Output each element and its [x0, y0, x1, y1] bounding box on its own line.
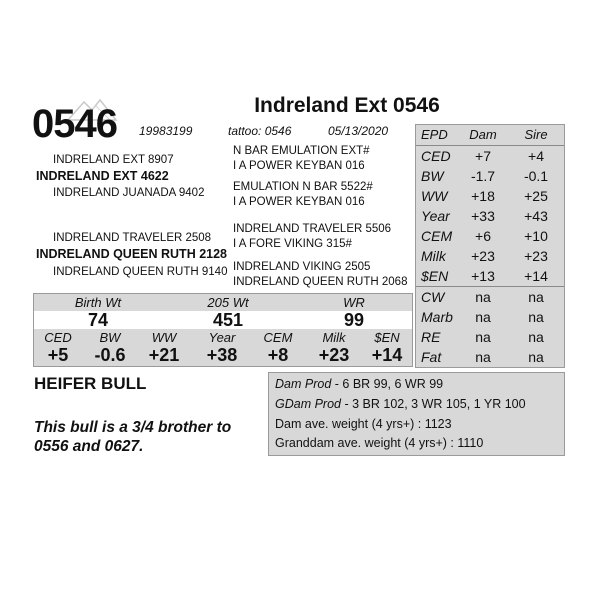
pedigree-sire-sire: INDRELAND EXT 8907 [53, 154, 174, 166]
lot-number: 0546 [32, 102, 117, 146]
epd-row-ced [416, 146, 564, 166]
epd-sire-value: na [528, 309, 544, 325]
epd-row-ww [416, 186, 564, 206]
epd-sire-value: +23 [524, 248, 548, 264]
calf-epd-label: Milk [322, 330, 346, 345]
epd-sire-value: +14 [524, 268, 548, 284]
epd-sire-value: na [528, 329, 544, 345]
pedigree-sire-dam: INDRELAND JUANADA 9402 [53, 187, 205, 199]
epd-row-label: CW [421, 289, 445, 305]
epd-row-marb [416, 307, 564, 327]
animal-title: Indreland Ext 0546 [254, 94, 440, 117]
epd-dam-value: +33 [471, 208, 495, 224]
calf-epd-label: CED [44, 330, 72, 345]
epd-dam-value: +13 [471, 268, 495, 284]
epd-row-en [416, 266, 564, 286]
epd-row-label: RE [421, 329, 441, 345]
birth-date: 05/13/2020 [328, 124, 389, 138]
epd-dam-value: +6 [475, 228, 491, 244]
epd-dam-value: na [475, 309, 491, 325]
epd-sire-value: na [528, 289, 544, 305]
epd-dam-value: +18 [471, 188, 495, 204]
epd-row-label: Marb [421, 309, 453, 325]
granddam-production [275, 396, 526, 412]
perf-value-205-wt: 451 [212, 310, 244, 330]
epd-sire-value: +43 [524, 208, 548, 224]
pedigree-dd-dam: INDRELAND QUEEN RUTH 2068 [233, 276, 408, 288]
perf-value-wr: 99 [343, 310, 365, 330]
calf-epd-value: +5 [47, 345, 69, 365]
epd-row-cw [416, 287, 564, 307]
epd-header-sire: Sire [524, 127, 548, 142]
calf-epd-label: Year [208, 330, 236, 345]
lot-note: This bull is a 3/4 brother to 0556 and 0627. [34, 419, 232, 455]
epd-row-label: $EN [421, 268, 449, 284]
epd-row-cem [416, 226, 564, 246]
epd-row-bw [416, 166, 564, 186]
pedigree-ds-dam: I A FORE VIKING 315# [233, 238, 352, 250]
pedigree-sire: INDRELAND EXT 4622 [36, 169, 169, 183]
pedigree-dam: INDRELAND QUEEN RUTH 2128 [36, 247, 228, 261]
pedigree-ss-sire: N BAR EMULATION EXT# [233, 145, 370, 157]
calf-epd-label: $EN [374, 330, 400, 345]
calf-epd-value: +14 [371, 345, 403, 365]
gdam-prod-label: GDam Prod [275, 397, 341, 411]
epd-row-label: CEM [421, 228, 453, 244]
epd-header-dam: Dam [469, 127, 497, 142]
epd-row-milk [416, 246, 564, 266]
calf-epd-value: +21 [148, 345, 180, 365]
pedigree-ds-sire: INDRELAND TRAVELER 5506 [233, 223, 392, 235]
calf-epd-value: +38 [206, 345, 238, 365]
epd-header-label: EPD [421, 127, 448, 142]
perf-label-birth-wt: Birth Wt [74, 295, 122, 310]
pedigree-dd-sire: INDRELAND VIKING 2505 [233, 261, 371, 273]
epd-table-header [416, 125, 564, 145]
epd-row-label: WW [421, 188, 448, 204]
pedigree-sd-dam: I A POWER KEYBAN 016 [233, 196, 365, 208]
calf-epd-label: BW [99, 330, 121, 345]
tattoo: tattoo: 0546 [228, 124, 292, 138]
production-box [268, 372, 565, 456]
epd-row-re [416, 327, 564, 347]
calf-epd-value: +23 [318, 345, 350, 365]
epd-row-year [416, 206, 564, 226]
epd-row-label: Fat [421, 349, 442, 365]
pedigree-sd-sire: EMULATION N BAR 5522# [233, 181, 373, 193]
dam-average-weight: Dam ave. weight (4 yrs+) : 1123 [275, 417, 452, 431]
epd-row-label: Milk [421, 248, 446, 264]
calf-epd-value: -0.6 [94, 345, 126, 365]
epd-dam-value: +23 [471, 248, 495, 264]
epd-sire-value: +10 [524, 228, 548, 244]
pedigree-dam-sire: INDRELAND TRAVELER 2508 [53, 232, 212, 244]
calf-epd-label: CEM [263, 330, 293, 345]
epd-row-fat [416, 347, 564, 367]
calf-epd-label: WW [151, 330, 177, 345]
registration-number: 19983199 [139, 124, 193, 138]
calf-epd-value: +8 [267, 345, 289, 365]
epd-dam-value: -1.7 [470, 168, 496, 184]
epd-row-label: BW [421, 168, 444, 184]
epd-sire-value: +25 [524, 188, 548, 204]
epd-dam-value: +7 [475, 148, 491, 164]
perf-label-205-wt: 205 Wt [207, 295, 249, 310]
perf-value-birth-wt: 74 [87, 310, 109, 330]
sex-label: HEIFER BULL [34, 374, 147, 393]
epd-dam-value: na [475, 289, 491, 305]
epd-sire-value: +4 [528, 148, 544, 164]
pedigree-dam-dam: INDRELAND QUEEN RUTH 9140 [53, 266, 228, 278]
performance-block [33, 293, 413, 367]
epd-dam-value: na [475, 349, 491, 365]
epd-row-label: CED [421, 148, 451, 164]
dam-prod-label: Dam Prod [275, 377, 332, 391]
granddam-average-weight: Granddam ave. weight (4 yrs+) : 1110 [275, 436, 484, 450]
epd-row-label: Year [421, 208, 450, 224]
perf-label-wr: WR [343, 295, 365, 310]
epd-table [415, 124, 565, 368]
dam-prod-value: - 6 BR 99, 6 WR 99 [331, 377, 444, 391]
epd-sire-value: na [528, 349, 544, 365]
dam-production [275, 376, 443, 392]
pedigree-ss-dam: I A POWER KEYBAN 016 [233, 160, 365, 172]
epd-dam-value: na [475, 329, 491, 345]
gdam-prod-value: - 3 BR 102, 3 WR 105, 1 YR 100 [341, 397, 526, 411]
epd-sire-value: -0.1 [523, 168, 549, 184]
